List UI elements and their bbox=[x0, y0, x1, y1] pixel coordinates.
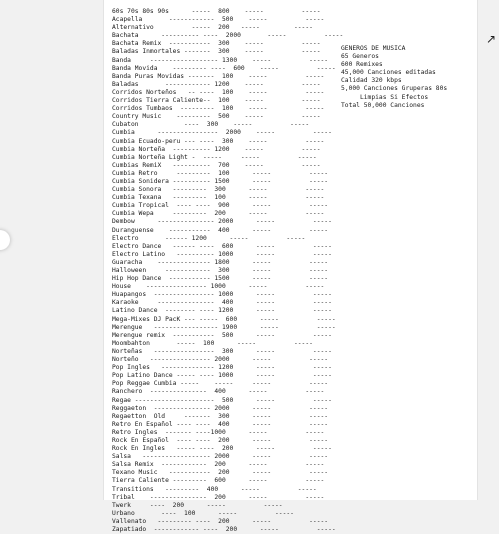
genre-row: Banda Puras Movidas ------- 100 ----- ----- bbox=[112, 72, 325, 80]
genre-row: Vallenato --------- ---- 200 ----- ----- bbox=[112, 517, 329, 525]
genre-row: Cumbia Sonidera ---------- 1500 ----- ----- bbox=[112, 177, 329, 185]
genre-row: Huapangos ---------------- 1000 ----- ----- bbox=[112, 291, 332, 299]
genre-row: Pop Latino Dance ----- ---- 1000 ----- ----- bbox=[112, 372, 332, 380]
genre-row: Hip Hop Dance ----------- 1500 ----- ----- bbox=[112, 275, 329, 283]
genre-row: Bachata Remix ----------- 300 ----- ----- bbox=[112, 40, 321, 48]
genre-row: Cumbia Sonora --------- 300 ----- ----- bbox=[112, 186, 325, 194]
genre-row: Alternativo ----- 200 ----- ----- bbox=[112, 24, 313, 32]
genre-row: Salsa ------------------ 2000 ----- ----- bbox=[112, 453, 329, 461]
genre-row: Rock En Español ---- ---- 200 ----- ----- bbox=[112, 436, 329, 444]
genre-row: Cumbia Wepa --------- 200 ----- ----- bbox=[112, 210, 325, 218]
genre-row: Cubaton ---- 300 ----- ----- bbox=[112, 121, 310, 129]
genre-row: 60s 70s 80s 90s ----- 800 ----- ----- bbox=[112, 8, 321, 15]
genre-row: Pop Ingles -------------- 1200 ----- ----- bbox=[112, 364, 332, 372]
genre-row: Norteño ---------------- 2000 ----- ----- bbox=[112, 356, 329, 364]
genre-row: Transitions --------- 400 ----- ----- bbox=[112, 485, 317, 493]
genre-row: Halloween ------------ 300 ----- ----- bbox=[112, 267, 329, 274]
genre-row: Guaracha -------------- 1800 ----- ----- bbox=[112, 258, 329, 266]
genre-row: Pop Reggae Cumbia ----- ----- ----- ----- bbox=[112, 380, 329, 388]
genre-row: Cumbia Texana --------- 100 ----- ----- bbox=[112, 194, 325, 202]
genre-row: Urbano ---- 100 ----- ----- bbox=[112, 509, 294, 517]
genre-row: Cumbia ---------------- 2000 ----- ----- bbox=[112, 129, 332, 137]
summary-line: GENEROS DE MUSICA bbox=[341, 45, 406, 52]
genre-row: Baladas ------------ 1200 ----- ----- bbox=[112, 80, 321, 88]
genre-row: Corridos Tierra Caliente-- 100 ----- ----- bbox=[112, 97, 321, 105]
summary-line: Limpias Si Efectos bbox=[341, 93, 429, 101]
genre-row: Cumbia Norteña Light - ----- ----- ----- bbox=[112, 153, 317, 161]
genre-row: Texano Music ----------- 200 ----- ----- bbox=[112, 469, 329, 477]
genre-row: Karaoke --------------- 400 ----- ----- bbox=[112, 299, 332, 307]
genre-row: Electro Latino ---------- 1000 ----- ----- bbox=[112, 250, 332, 258]
summary-line: 45,000 Canciones editadas bbox=[341, 69, 436, 77]
document-page bbox=[103, 0, 478, 533]
genre-row: Electro Dance ------ ---- 600 ----- ----- bbox=[112, 242, 332, 250]
genre-row: Twerk ---- 200 ----- ----- bbox=[112, 501, 283, 509]
genre-row: Baladas Inmortales ------- 300 ----- ----- bbox=[112, 48, 321, 56]
genre-row: Corridos Tumbaos --------- 100 ----- ----- bbox=[112, 105, 325, 113]
genre-row: Electro ------ 1200 ----- ----- bbox=[112, 234, 306, 242]
previous-page-button[interactable] bbox=[0, 230, 10, 250]
summary-line: Calidad 320 kbps bbox=[341, 77, 402, 85]
summary-line: Total 50,000 Canciones bbox=[341, 101, 425, 109]
genre-row: Merengue ----------------- 1900 ----- ----- bbox=[112, 323, 336, 331]
genre-row: Latino Dance -------- ---- 1200 ----- ----- bbox=[112, 307, 332, 315]
genre-row: Retro En Español ---- ---- 400 ----- ----- bbox=[112, 420, 329, 428]
genre-row: Cumbia Ecuado-peru --- ---- 300 ----- ----- bbox=[112, 137, 325, 145]
genre-list bbox=[112, 8, 343, 534]
genre-row: Banda ------------------ 1300 ----- ----- bbox=[112, 56, 329, 64]
genre-row: House ---------------- 1000 ----- ----- bbox=[112, 283, 325, 291]
genre-row: Duranguense ----------- 400 ----- ----- bbox=[112, 226, 329, 234]
genre-row: Rock En Ingles ----- ---- 200 ----- ----- bbox=[112, 445, 332, 453]
genre-row: Mega-Mixes DJ PacK --- ----- 600 ----- ----- bbox=[112, 315, 336, 323]
genre-row: Ranchero --------------- 400 ----- ----- bbox=[112, 388, 325, 396]
genre-row: Cumbia Tropical ---- ---- 900 ----- ----- bbox=[112, 202, 329, 210]
genre-row: Cumbias RemiX ---------- 700 ----- ----- bbox=[112, 161, 321, 169]
genre-row: Country Music --------- 500 ----- ----- bbox=[112, 113, 321, 121]
genre-row: Banda Movida --------- ---- 600 ----- ----- bbox=[112, 64, 336, 72]
genre-row: Bachata ---------- ---- 2000 ----- ----- bbox=[112, 32, 344, 40]
genre-row: Corridos Norteños -- ---- 100 ----- ----- bbox=[112, 88, 325, 96]
genre-row: Retro Ingles ------- ----1000 ----- ----- bbox=[112, 428, 325, 436]
genre-row: Cumbia Norteña ---------- 1200 ----- ----- bbox=[112, 145, 321, 153]
genre-row: Tribal --------------- 200 ----- ----- bbox=[112, 493, 325, 501]
summary-block bbox=[341, 45, 447, 110]
genre-row: Zapatiado ------------ ---- 200 ----- ----- bbox=[112, 526, 336, 533]
summary-line: 65 Generos bbox=[341, 53, 379, 61]
genre-row: Cumbia Retro --------- 100 ----- ----- bbox=[112, 169, 329, 177]
genre-row: Dembow --------------- 2000 ----- ----- bbox=[112, 218, 332, 226]
genre-row: Moombahton ----- 100 ----- ----- bbox=[112, 339, 313, 347]
genre-row: Reggaeton --------------- 2000 ----- ----- bbox=[112, 404, 329, 412]
genre-row: Tierra Caliente --------- 600 ----- ----- bbox=[112, 477, 325, 485]
genre-row: Regaetton Old ------- 300 ----- ----- bbox=[112, 412, 329, 420]
genre-row: Salsa Remix ------------ 200 ----- ----- bbox=[112, 461, 325, 469]
genre-row: Acapella ------------ 500 ----- ----- bbox=[112, 16, 325, 24]
summary-line: 5,000 Canciones Gruperas 80s bbox=[341, 85, 448, 93]
genre-row: Norteñas ---------------- 300 ----- ----- bbox=[112, 347, 332, 355]
genre-row: Merengue remix ----------- 500 ----- ----- bbox=[112, 331, 332, 339]
summary-line: 600 Remixes bbox=[341, 61, 383, 69]
expand-icon[interactable]: ↗ bbox=[486, 32, 497, 46]
genre-row: Regae --------------------- 500 ----- ----- bbox=[112, 396, 332, 404]
